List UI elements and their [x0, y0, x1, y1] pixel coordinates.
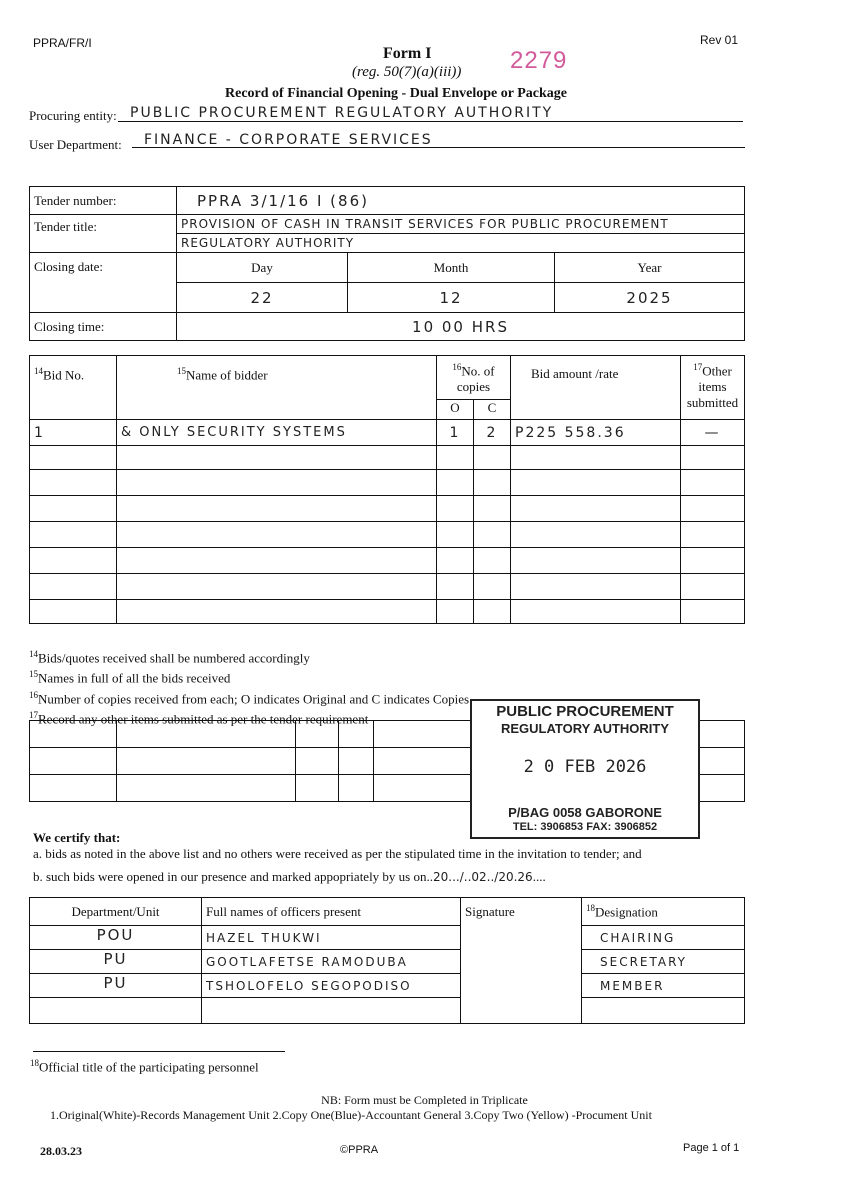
received-stamp — [470, 699, 700, 839]
department-header: Department/Unit — [30, 898, 202, 926]
record-number-stamp: 2279 — [510, 47, 568, 74]
bid-row-amount[interactable]: P225 558.36 — [511, 420, 681, 446]
footnote-18 — [30, 1058, 259, 1075]
officer-department[interactable]: PU — [30, 974, 202, 998]
regulation-reference: (reg. 50(7)(a)(iii)) — [352, 64, 462, 80]
officer-designation[interactable]: CHAIRING — [582, 926, 745, 950]
revision-label: Rev 01 — [700, 33, 739, 47]
footnotes — [29, 646, 469, 727]
bid-amount-header: Bid amount /rate — [511, 356, 681, 420]
officer-names-header: Full names of officers present — [202, 898, 461, 926]
closing-date-label: Closing date: — [30, 253, 177, 313]
officer-row — [30, 974, 745, 998]
other-items-header-text: Other items submitted — [686, 363, 739, 411]
form-title: Form I — [383, 45, 432, 62]
bid-row-no[interactable]: 1 — [30, 420, 117, 446]
record-title: Record of Financial Opening - Dual Envelope or Package — [225, 86, 567, 101]
certify-b: b. such bids were opened in our presence and marked appopriately by us on..20.../..02../20.26.... — [33, 869, 546, 884]
footer-date: 28.03.23 — [40, 1144, 82, 1158]
footnote-divider — [33, 1051, 285, 1052]
bid-row-empty[interactable] — [30, 522, 745, 548]
officer-designation[interactable]: SECRETARY — [582, 950, 745, 974]
bid-row-empty[interactable] — [30, 446, 745, 470]
tender-number-label: Tender number: — [30, 187, 177, 215]
certify-a: a. bids as noted in the above list and no others were received as per the stipulated time in the invitation to tender; and — [33, 846, 642, 861]
bid-row-bidder[interactable]: & ONLY SECURITY SYSTEMS — [117, 420, 437, 446]
tender-info-table — [29, 186, 745, 341]
user-department-field[interactable] — [132, 131, 745, 148]
copies-footnote: 16 — [452, 362, 462, 372]
other-items-footnote: 17 — [693, 362, 703, 372]
designation-footnote: 18 — [586, 902, 595, 913]
bid-row-empty[interactable] — [30, 574, 745, 600]
bid-row — [30, 420, 745, 446]
closing-month-value[interactable]: 12 — [348, 283, 555, 313]
bidder-footnote: 15 — [177, 366, 186, 376]
bidder-header — [117, 356, 437, 420]
stamp-line4: TEL: 3906853 FAX: 3906852 — [512, 821, 658, 833]
procuring-entity-field[interactable] — [118, 104, 743, 122]
closing-time-value[interactable]: 10 00 HRS — [177, 313, 745, 341]
certify-b-text: b. such bids were opened in our presence and marked appopriately by us on.. — [33, 869, 433, 884]
copies-header-text: No. of copies — [456, 363, 495, 395]
certify-title: We certify that: — [33, 830, 121, 845]
copies-header — [437, 356, 511, 400]
bid-row-other[interactable]: — — [681, 420, 745, 446]
opening-date[interactable]: 20.../..02../20.26 — [433, 870, 533, 884]
footnote-18-number: 18 — [30, 1058, 39, 1068]
officer-row — [30, 926, 745, 950]
bidder-header-text: Name of bidder — [186, 367, 268, 383]
officer-department[interactable]: POU — [30, 926, 202, 950]
footnote-15 — [29, 666, 469, 686]
officer-row-empty[interactable] — [30, 998, 745, 1024]
designation-header — [582, 898, 745, 926]
signature-header: Signature — [461, 898, 582, 1024]
year-header: Year — [555, 253, 745, 283]
footnote-17-number: 17 — [29, 709, 38, 720]
bids-table — [29, 355, 745, 624]
user-department-value: FINANCE - CORPORATE SERVICES — [144, 132, 433, 148]
procuring-entity-label: Procuring entity: — [29, 108, 117, 123]
stamp-line3: P/BAG 0058 GABORONE — [508, 805, 662, 820]
footnote-15-text: Names in full of all the bids received — [38, 670, 231, 686]
officer-row — [30, 950, 745, 974]
bid-row-empty[interactable] — [30, 548, 745, 574]
closing-time-label: Closing time: — [30, 313, 177, 341]
triplicate-note: NB: Form must be Completed in Triplicate — [321, 1093, 528, 1107]
officer-name[interactable]: TSHOLOFELO SEGOPODISO — [202, 974, 461, 998]
procuring-entity-value: PUBLIC PROCUREMENT REGULATORY AUTHORITY — [130, 105, 554, 121]
bid-row-empty[interactable] — [30, 496, 745, 522]
original-header: O — [437, 400, 474, 420]
tender-title-line1: PROVISION OF CASH IN TRANSIT SERVICES FOR PUBLIC PROCUREMENT — [177, 215, 744, 234]
bid-row-copies[interactable]: 2 — [474, 420, 511, 446]
tender-title-label: Tender title: — [30, 215, 177, 253]
footnote-15-number: 15 — [29, 669, 38, 680]
footer-page-number: Page 1 of 1 — [683, 1142, 740, 1154]
tender-title-line2: REGULATORY AUTHORITY — [181, 236, 355, 250]
closing-year-value[interactable]: 2025 — [555, 283, 745, 313]
footnote-16 — [29, 687, 469, 707]
footnote-16-number: 16 — [29, 689, 38, 700]
day-header: Day — [177, 253, 348, 283]
footnote-18-text: Official title of the participating personnel — [39, 1059, 259, 1075]
copies-distribution: 1.Original(White)-Records Management Unit 2.Copy One(Blue)-Accountant General 3.Copy Two (Yellow) -Procument Unit — [50, 1108, 652, 1122]
officer-department[interactable]: PU — [30, 950, 202, 974]
footnote-14 — [29, 646, 469, 666]
footer-copyright: ©PPRA — [340, 1144, 379, 1156]
stamp-line1: PUBLIC PROCUREMENT — [496, 703, 674, 720]
stamp-line2: REGULATORY AUTHORITY — [500, 721, 670, 736]
tender-number-value[interactable]: PPRA 3/1/16 I (86) — [177, 187, 745, 215]
bid-row-original[interactable]: 1 — [437, 420, 474, 446]
footnote-16-text: Number of copies received from each; O indicates Original and C indicates Copies — [38, 690, 470, 706]
bid-row-empty[interactable] — [30, 470, 745, 496]
other-items-header — [681, 356, 745, 420]
copy-header: C — [474, 400, 511, 420]
bid-no-header-text: Bid No. — [43, 367, 85, 383]
footnote-17-text: Record any other items submitted as per the tender requirement — [38, 711, 369, 727]
month-header: Month — [348, 253, 555, 283]
bid-no-footnote: 14 — [34, 366, 43, 376]
user-department-label: User Department: — [29, 137, 122, 152]
form-code: PPRA/FR/I — [33, 36, 92, 50]
bid-no-header — [30, 356, 117, 420]
tender-title-cell[interactable] — [177, 215, 745, 253]
bid-row-empty[interactable] — [30, 600, 745, 624]
stamp-date: 2 0 FEB 2026 — [523, 757, 647, 777]
designation-header-text: Designation — [595, 904, 658, 920]
officers-table — [29, 897, 745, 1024]
footnote-14-number: 14 — [29, 649, 38, 659]
officer-designation[interactable]: MEMBER — [582, 974, 745, 998]
closing-day-value[interactable]: 22 — [177, 283, 348, 313]
footnote-14-text: Bids/quotes received shall be numbered accordingly — [38, 650, 310, 666]
officer-name[interactable]: HAZEL THUKWI — [202, 926, 461, 950]
officer-name[interactable]: GOOTLAFETSE RAMODUBA — [202, 950, 461, 974]
